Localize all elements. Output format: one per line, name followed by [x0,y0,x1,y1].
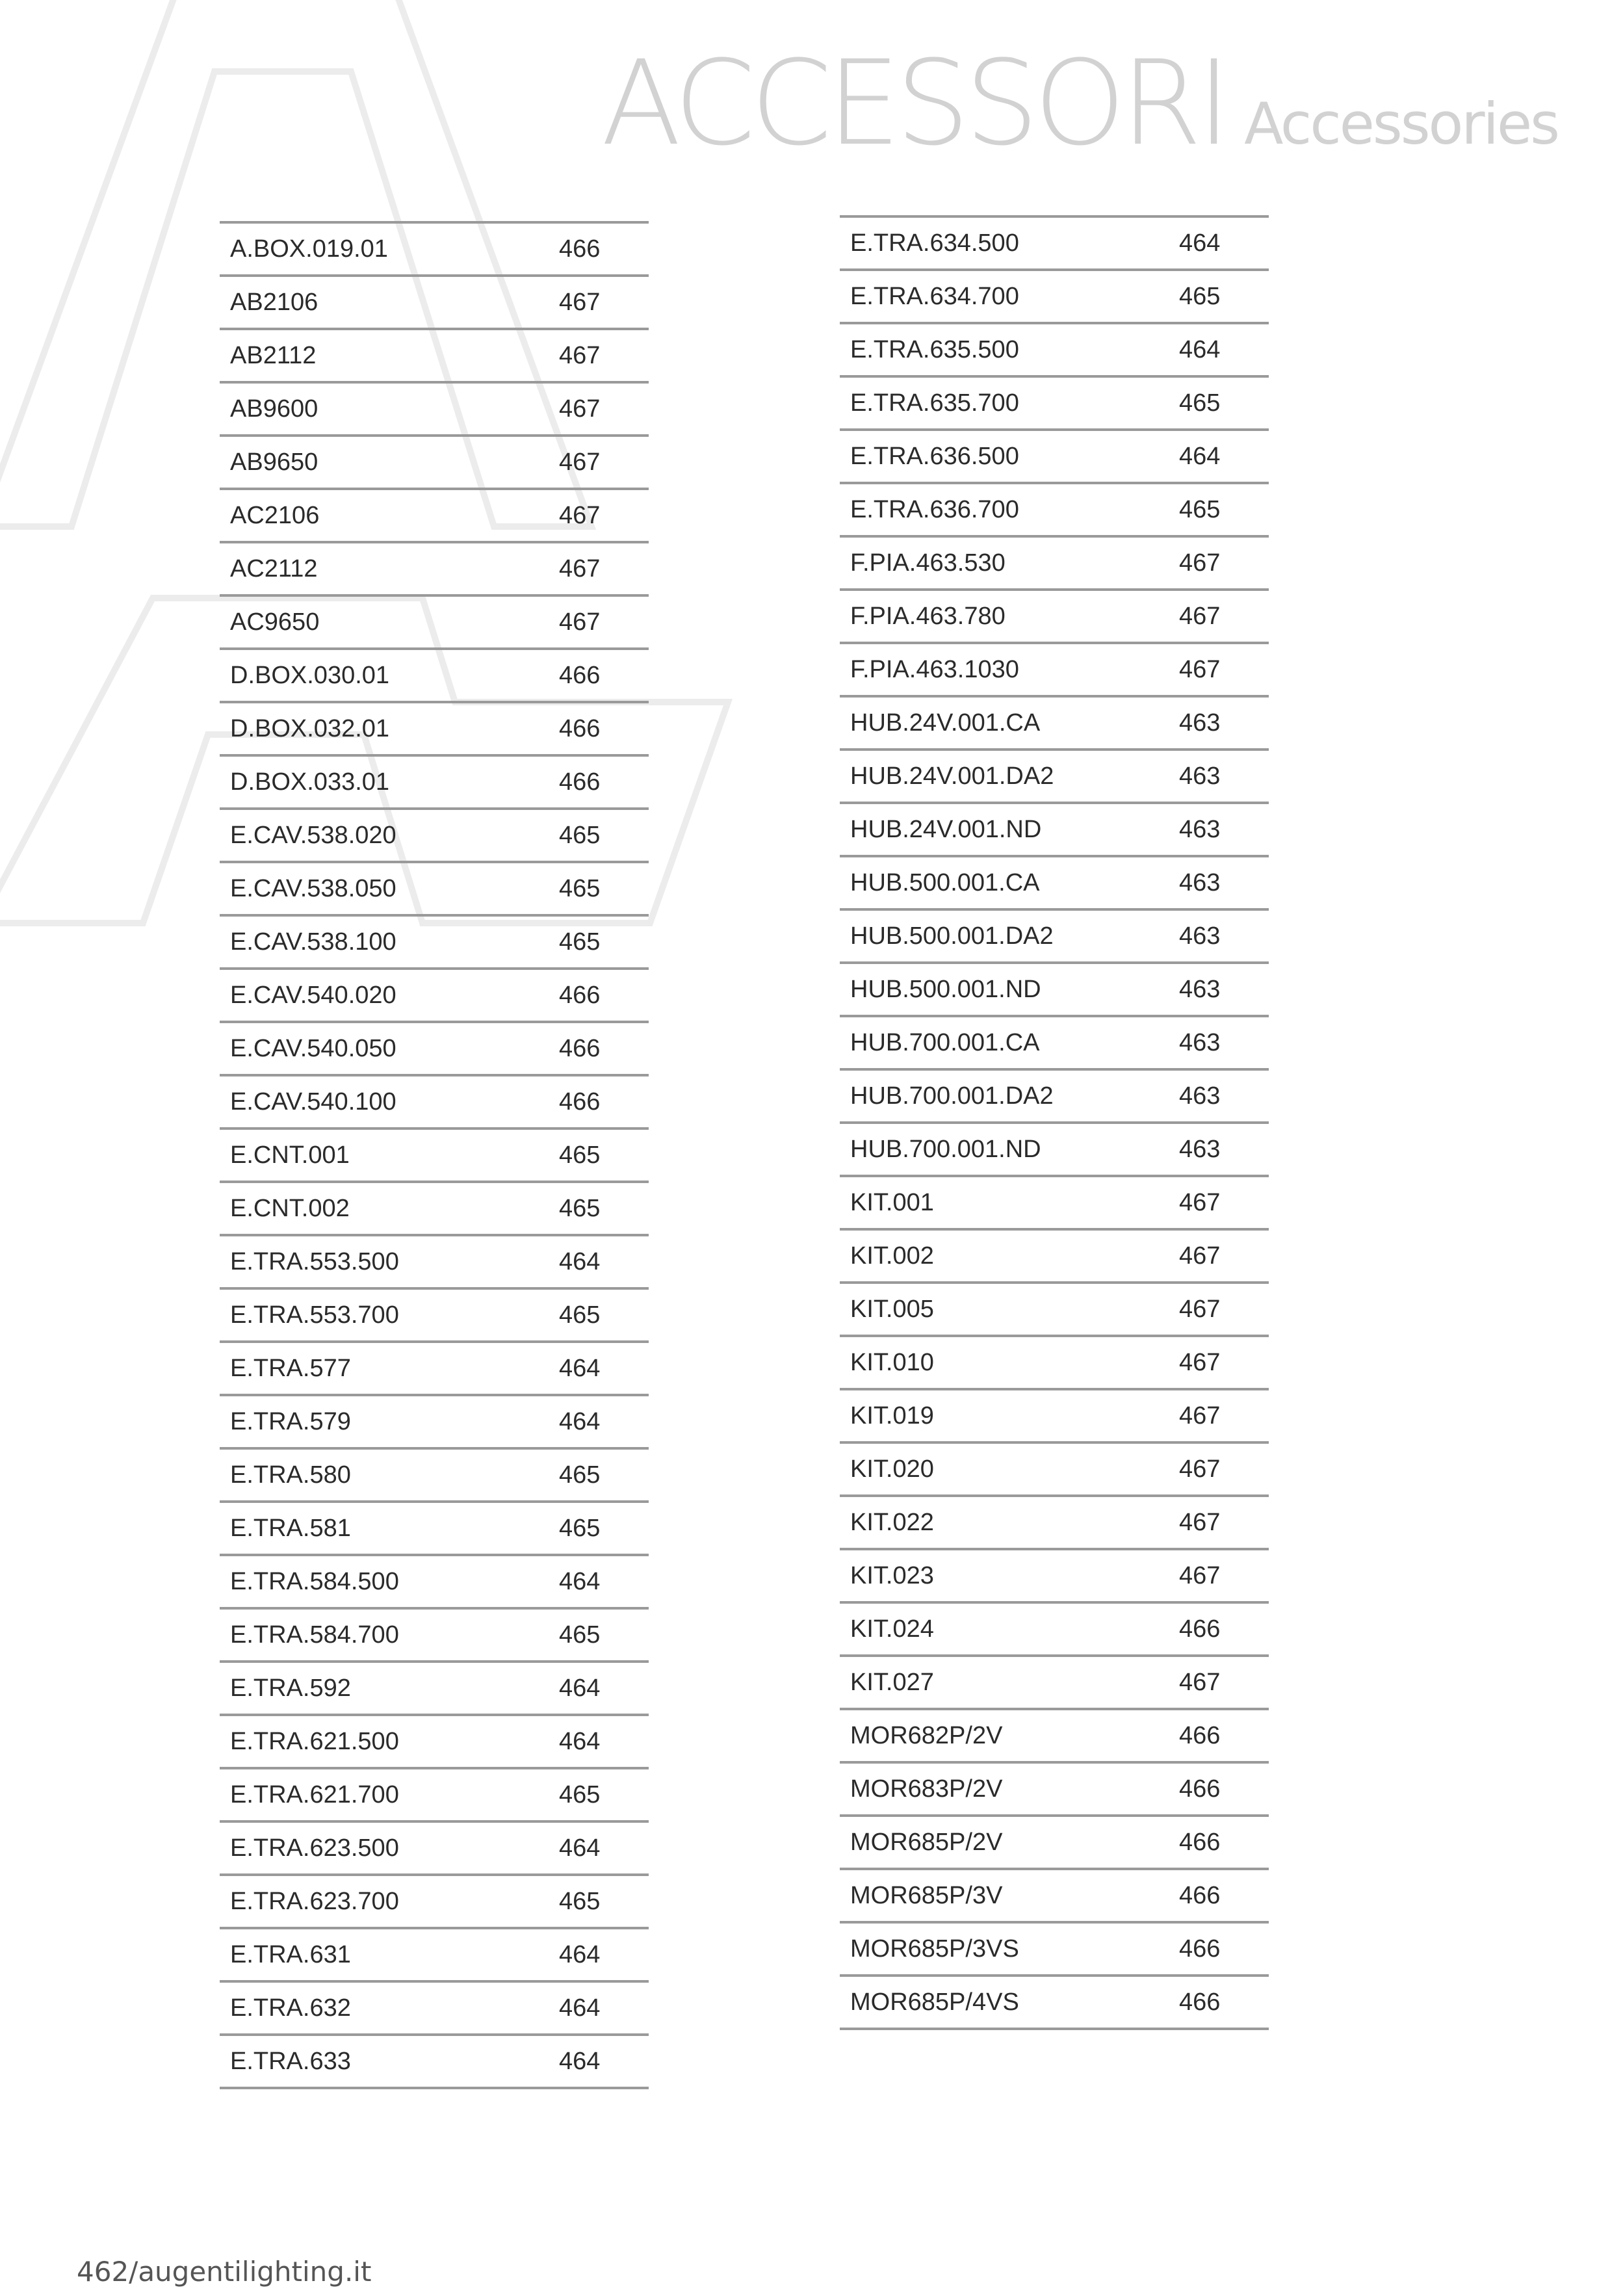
page-number: 463 [1179,815,1221,843]
index-row [840,1441,1269,1494]
product-code: E.TRA.634.500 [850,229,1019,257]
page-number: 466 [1179,1881,1221,1909]
page-number: 467 [559,554,601,582]
page-number: 463 [1179,868,1221,896]
product-code: AC2106 [230,501,320,529]
product-code: E.CNT.002 [230,1194,350,1222]
index-row [220,807,649,861]
product-code: MOR685P/3V [850,1881,1003,1909]
page-number: 466 [559,235,601,263]
index-row [840,375,1269,428]
page-number: 466 [1179,1935,1221,1963]
index-row [840,1015,1269,1068]
page-number: 466 [559,1034,601,1062]
index-column-left [220,221,649,2089]
index-row [840,748,1269,802]
product-code: F.PIA.463.1030 [850,655,1019,683]
product-code: KIT.024 [850,1615,934,1643]
product-code: HUB.700.001.DA2 [850,1082,1054,1110]
index-row [220,1500,649,1554]
index-row [840,1548,1269,1601]
index-row [220,1660,649,1714]
product-code: MOR682P/2V [850,1721,1003,1749]
index-row [220,221,649,274]
index-row [840,695,1269,748]
product-code: E.TRA.584.700 [230,1621,399,1649]
product-code: E.TRA.584.500 [230,1567,399,1595]
page-number: 465 [559,1141,601,1169]
product-code: KIT.022 [850,1508,934,1536]
index-row [220,1074,649,1127]
product-code: HUB.700.001.ND [850,1135,1041,1163]
page-number: 467 [559,395,601,423]
page-number: 465 [1179,495,1221,523]
index-row [840,1228,1269,1281]
product-code: E.CAV.538.050 [230,874,396,902]
product-code: AC9650 [230,608,320,636]
page-number: 467 [1179,1188,1221,1216]
index-row [840,961,1269,1015]
product-code: AB2106 [230,288,318,316]
index-row [840,1761,1269,1814]
index-row [220,541,649,594]
index-row [840,1335,1269,1388]
page-number: 467 [559,341,601,369]
product-code: KIT.001 [850,1188,934,1216]
product-code: HUB.24V.001.CA [850,709,1041,737]
page-number: 466 [1179,1775,1221,1803]
page-number: 465 [1179,282,1221,310]
product-code: MOR685P/2V [850,1828,1003,1856]
product-code: HUB.500.001.DA2 [850,922,1054,950]
page-number: 464 [559,1354,601,1382]
page-number: 465 [559,1194,601,1222]
index-row [220,1181,649,1234]
index-row [220,1287,649,1340]
index-row [840,1121,1269,1175]
product-code: E.CAV.540.050 [230,1034,396,1062]
product-code: E.TRA.579 [230,1407,351,1435]
page-number: 467 [1179,1668,1221,1696]
page-number: 464 [559,1674,601,1702]
product-code: KIT.023 [850,1561,934,1589]
page-number: 465 [559,1781,601,1808]
section-header [601,36,1558,172]
product-code: E.TRA.623.700 [230,1887,399,1915]
page-number: 466 [559,714,601,742]
product-code: F.PIA.463.530 [850,549,1006,577]
page-number: 463 [1179,1135,1221,1163]
index-row [840,1068,1269,1121]
index-row [220,1021,649,1074]
index-row [220,914,649,967]
page-number: 464 [559,1407,601,1435]
index-row [840,802,1269,855]
index-row [840,322,1269,375]
product-code: E.TRA.635.500 [850,335,1019,363]
product-code: E.TRA.621.500 [230,1727,399,1755]
product-code: KIT.020 [850,1455,934,1483]
page-number: 463 [1179,1082,1221,1110]
product-code: HUB.24V.001.ND [850,815,1042,843]
page-number: 467 [1179,1455,1221,1483]
product-code: HUB.500.001.ND [850,975,1041,1003]
index-row [840,855,1269,908]
index-row [220,594,649,647]
product-code: HUB.500.001.CA [850,868,1040,896]
index-row [840,1974,1269,2030]
page-number: 467 [1179,1508,1221,1536]
page-number: 463 [1179,922,1221,950]
page-number: 467 [1179,1242,1221,1270]
page-title: ACCESSORI [601,36,1227,172]
product-code: D.BOX.033.01 [230,768,390,796]
product-code: E.CAV.538.020 [230,821,396,849]
index-row [220,1980,649,2033]
page-number: 463 [1179,975,1221,1003]
index-row [220,1927,649,1980]
page-number: 465 [559,1621,601,1649]
page-number: 464 [559,1994,601,2022]
page-number: 465 [559,1514,601,1542]
page-number: 465 [559,874,601,902]
page-number: 465 [559,1461,601,1489]
index-row [840,535,1269,588]
product-code: E.TRA.623.500 [230,1834,399,1862]
page-number: 464 [1179,442,1221,470]
product-code: E.TRA.632 [230,1994,351,2022]
index-row [220,1714,649,1767]
product-code: HUB.700.001.CA [850,1028,1040,1056]
product-code: HUB.24V.001.DA2 [850,762,1054,790]
index-row [220,1554,649,1607]
page-number: 464 [559,1567,601,1595]
page-number: 463 [1179,709,1221,737]
index-row [220,381,649,434]
product-code: AB9600 [230,395,318,423]
index-row [840,1388,1269,1441]
index-row [840,482,1269,535]
index-row [840,268,1269,322]
page-number: 466 [559,768,601,796]
index-row [220,1447,649,1500]
product-code: E.CAV.538.100 [230,928,396,956]
index-row [220,1340,649,1394]
index-row [840,1175,1269,1228]
product-code: F.PIA.463.780 [850,602,1006,630]
page-number: 467 [1179,549,1221,577]
product-code: D.BOX.030.01 [230,661,390,689]
product-code: E.TRA.636.700 [850,495,1019,523]
product-code: E.TRA.621.700 [230,1781,399,1808]
index-row [840,588,1269,642]
product-code: AC2112 [230,554,318,582]
index-row [840,908,1269,961]
page-number: 466 [1179,1721,1221,1749]
product-code: E.TRA.581 [230,1514,351,1542]
index-row [840,1494,1269,1548]
index-row [220,647,649,701]
product-code: AB2112 [230,341,317,369]
index-row [840,215,1269,268]
page-number: 467 [559,448,601,476]
index-row [220,1127,649,1181]
product-code: KIT.027 [850,1668,934,1696]
product-code: E.TRA.634.700 [850,282,1019,310]
index-row [220,1767,649,1820]
index-row [840,1868,1269,1921]
page-number: 464 [559,2047,601,2075]
index-row [840,1921,1269,1974]
product-code: E.TRA.553.500 [230,1247,399,1275]
page-number: 466 [1179,1988,1221,2016]
page-number: 467 [559,608,601,636]
product-code: E.CAV.540.020 [230,981,396,1009]
page-number: 466 [559,661,601,689]
index-row [220,488,649,541]
page-number: 467 [559,501,601,529]
product-code: D.BOX.032.01 [230,714,390,742]
page-number: 467 [559,288,601,316]
product-code: A.BOX.019.01 [230,235,388,263]
page-number: 467 [1179,655,1221,683]
page-number: 467 [1179,1295,1221,1323]
page-number: 467 [1179,602,1221,630]
page-number: 465 [559,928,601,956]
page-number: 465 [559,1301,601,1329]
index-row [840,1654,1269,1708]
page-number: 465 [559,821,601,849]
page-number: 464 [559,1834,601,1862]
index-row [220,2033,649,2089]
page-number: 466 [559,981,601,1009]
index-row [220,967,649,1021]
page-number: 466 [559,1088,601,1115]
product-code: MOR683P/2V [850,1775,1003,1803]
product-code: E.TRA.635.700 [850,389,1019,417]
index-row [840,428,1269,482]
index-row [840,642,1269,695]
index-column-right [840,215,1269,2030]
page-subtitle: Accessories [1244,90,1558,157]
index-row [220,754,649,807]
product-code: E.TRA.577 [230,1354,351,1382]
index-row [220,1820,649,1873]
index-row [840,1281,1269,1335]
index-row [840,1708,1269,1761]
page-number: 466 [1179,1828,1221,1856]
product-code: E.TRA.631 [230,1940,351,1968]
product-code: E.TRA.580 [230,1461,351,1489]
product-code: E.TRA.553.700 [230,1301,399,1329]
index-row [220,701,649,754]
product-code: MOR685P/4VS [850,1988,1019,2016]
page-number: 464 [1179,335,1221,363]
index-row [840,1601,1269,1654]
product-code: E.CAV.540.100 [230,1088,396,1115]
index-row [220,274,649,328]
page-number: 465 [1179,389,1221,417]
page-number: 467 [1179,1561,1221,1589]
page-number: 466 [1179,1615,1221,1643]
product-code: KIT.019 [850,1402,934,1429]
index-row [220,1234,649,1287]
page-number: 464 [559,1727,601,1755]
index-row [220,1394,649,1447]
product-code: KIT.010 [850,1348,934,1376]
index-row [220,1607,649,1660]
page-number: 463 [1179,1028,1221,1056]
page-number: 465 [559,1887,601,1915]
product-code: AB9650 [230,448,318,476]
index-row [840,1814,1269,1868]
index-row [220,861,649,914]
index-row [220,328,649,381]
page-number: 464 [1179,229,1221,257]
product-code: E.TRA.633 [230,2047,351,2075]
product-code: E.TRA.592 [230,1674,351,1702]
page-number: 464 [559,1940,601,1968]
page-number: 467 [1179,1402,1221,1429]
product-code: E.TRA.636.500 [850,442,1019,470]
product-code: MOR685P/3VS [850,1935,1019,1963]
page-footer: 462/augentilighting.it [77,2256,372,2288]
product-code: KIT.005 [850,1295,934,1323]
index-row [220,434,649,488]
page-number: 467 [1179,1348,1221,1376]
page-number: 463 [1179,762,1221,790]
page-number: 464 [559,1247,601,1275]
index-row [220,1873,649,1927]
product-code: KIT.002 [850,1242,934,1270]
product-code: E.CNT.001 [230,1141,350,1169]
